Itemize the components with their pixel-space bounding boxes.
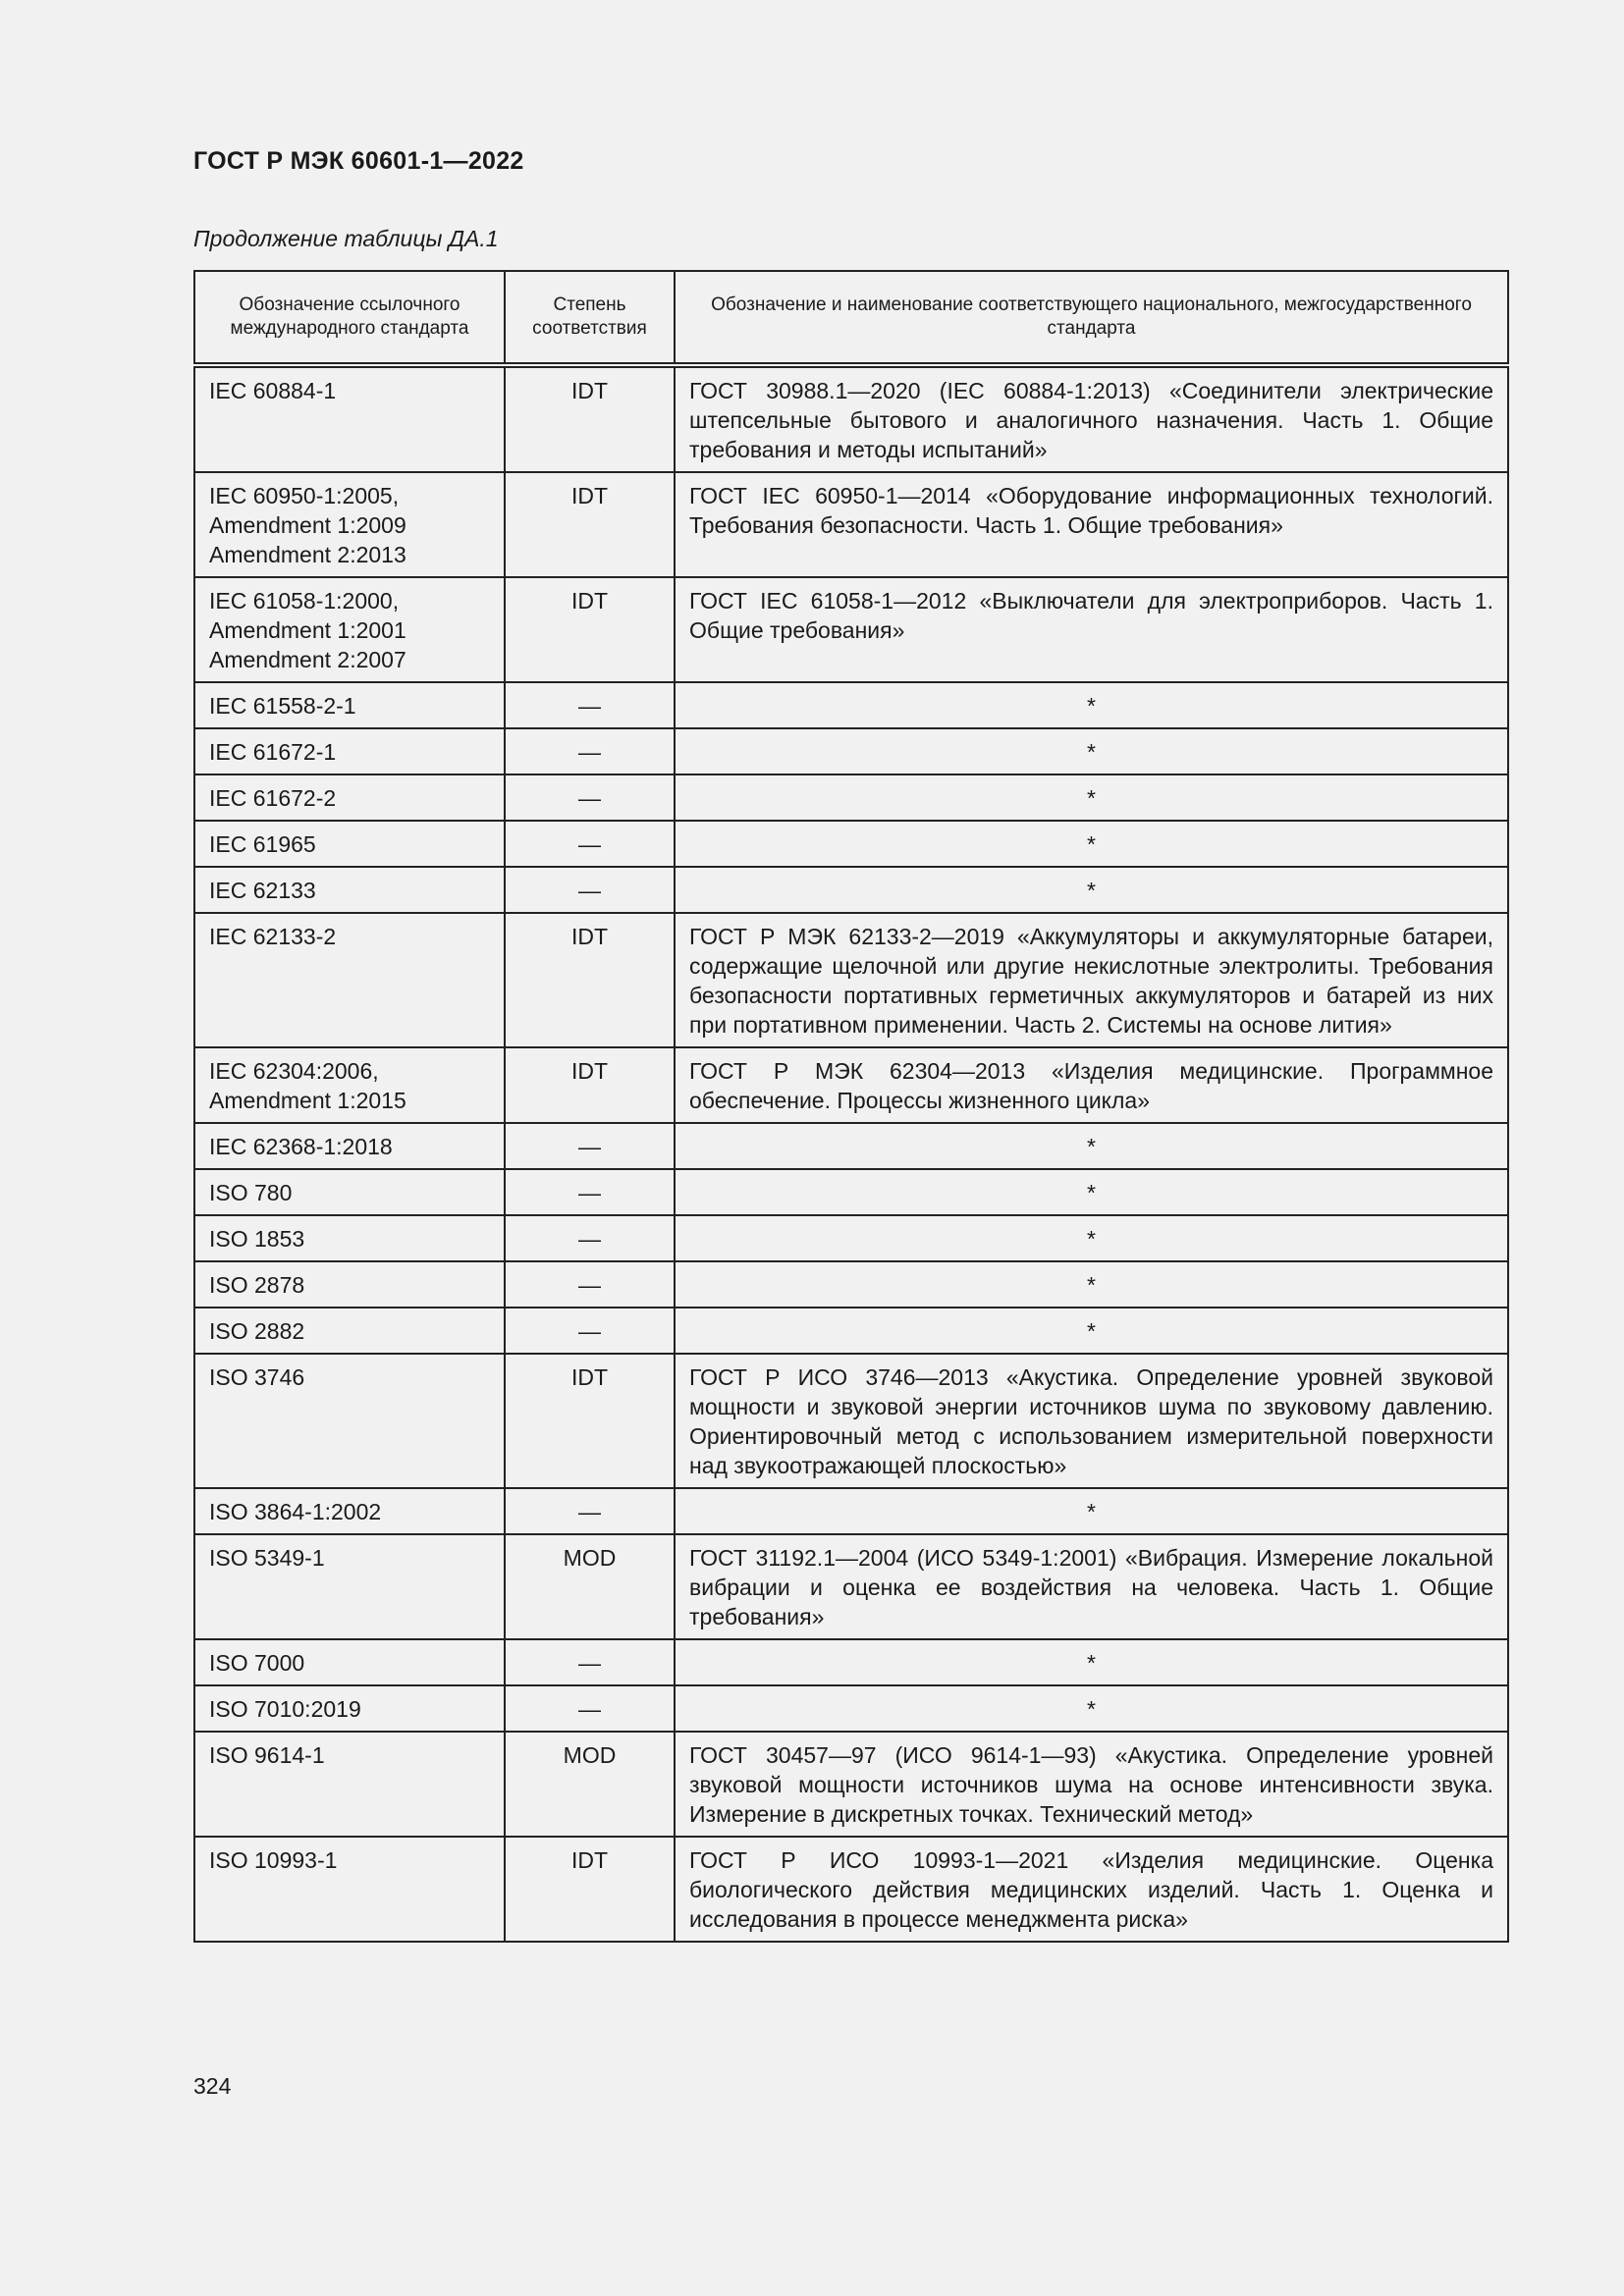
cell-national-standard: * <box>675 1169 1508 1215</box>
cell-degree: IDT <box>505 913 675 1047</box>
table-header-row <box>194 271 1508 365</box>
table-row <box>194 1354 1508 1488</box>
column-header-designation: Обозначение ссылочного международного стандарта <box>194 271 505 365</box>
cell-degree: — <box>505 682 675 728</box>
table-row <box>194 821 1508 867</box>
cell-designation: IEC 61672-2 <box>194 774 505 821</box>
cell-degree: IDT <box>505 1047 675 1123</box>
cell-national-standard: * <box>675 867 1508 913</box>
table-row <box>194 1261 1508 1308</box>
table-row <box>194 913 1508 1047</box>
cell-designation: ISO 3746 <box>194 1354 505 1488</box>
cell-degree: MOD <box>505 1732 675 1837</box>
cell-degree: IDT <box>505 1354 675 1488</box>
cell-designation: IEC 60950-1:2005, Amendment 1:2009 Amendment 2:2013 <box>194 472 505 577</box>
cell-national-standard: * <box>675 682 1508 728</box>
standards-table <box>193 270 1509 1943</box>
cell-designation: IEC 60884-1 <box>194 365 505 472</box>
table-row <box>194 774 1508 821</box>
cell-degree: — <box>505 821 675 867</box>
cell-designation: ISO 3864-1:2002 <box>194 1488 505 1534</box>
cell-designation: ISO 780 <box>194 1169 505 1215</box>
table-row <box>194 1732 1508 1837</box>
table-caption: Продолжение таблицы ДА.1 <box>193 226 499 251</box>
cell-designation: IEC 61672-1 <box>194 728 505 774</box>
table-body <box>194 365 1508 1942</box>
cell-national-standard: * <box>675 728 1508 774</box>
cell-designation: ISO 9614-1 <box>194 1732 505 1837</box>
table-row <box>194 1308 1508 1354</box>
cell-designation: IEC 61965 <box>194 821 505 867</box>
table-row <box>194 1685 1508 1732</box>
table-row <box>194 365 1508 472</box>
cell-designation: ISO 2882 <box>194 1308 505 1354</box>
document-title: ГОСТ Р МЭК 60601-1—2022 <box>193 147 524 175</box>
table-row <box>194 1837 1508 1942</box>
cell-national-standard: ГОСТ Р ИСО 10993-1—2021 «Изделия медицинские. Оценка биологического действия медицинских изделий. Часть 1. Оценка и исследования в процессе менеджмента риска» <box>675 1837 1508 1942</box>
cell-designation: IEC 61558-2-1 <box>194 682 505 728</box>
cell-degree: — <box>505 1488 675 1534</box>
cell-designation: ISO 5349-1 <box>194 1534 505 1639</box>
cell-degree: — <box>505 1308 675 1354</box>
table-row <box>194 472 1508 577</box>
cell-national-standard: * <box>675 1639 1508 1685</box>
cell-national-standard: ГОСТ 31192.1—2004 (ИСО 5349-1:2001) «Вибрация. Измерение локальной вибрации и оценка ее воздействия на человека. Часть 1. Общие требования» <box>675 1534 1508 1639</box>
cell-designation: ISO 10993-1 <box>194 1837 505 1942</box>
table-row <box>194 1047 1508 1123</box>
page-number: 324 <box>193 2073 232 2099</box>
table-row <box>194 682 1508 728</box>
table-row <box>194 577 1508 682</box>
table-row <box>194 867 1508 913</box>
cell-designation: ISO 2878 <box>194 1261 505 1308</box>
cell-national-standard: * <box>675 774 1508 821</box>
cell-designation: ISO 7010:2019 <box>194 1685 505 1732</box>
cell-degree: — <box>505 867 675 913</box>
column-header-degree: Степень соответствия <box>505 271 675 365</box>
cell-national-standard: * <box>675 821 1508 867</box>
cell-national-standard: ГОСТ IEC 61058-1—2012 «Выключатели для электроприборов. Часть 1. Общие требования» <box>675 577 1508 682</box>
table-row <box>194 1169 1508 1215</box>
table-row <box>194 728 1508 774</box>
table-row <box>194 1639 1508 1685</box>
cell-national-standard: * <box>675 1685 1508 1732</box>
cell-degree: IDT <box>505 1837 675 1942</box>
table-row <box>194 1488 1508 1534</box>
cell-national-standard: * <box>675 1123 1508 1169</box>
cell-designation: IEC 61058-1:2000, Amendment 1:2001 Amendment 2:2007 <box>194 577 505 682</box>
cell-designation: IEC 62304:2006, Amendment 1:2015 <box>194 1047 505 1123</box>
table-row <box>194 1123 1508 1169</box>
cell-national-standard: ГОСТ 30988.1—2020 (IEC 60884-1:2013) «Соединители электрические штепсельные бытового и аналогичного назначения. Часть 1. Общие требования и методы испытаний» <box>675 365 1508 472</box>
cell-designation: ISO 7000 <box>194 1639 505 1685</box>
cell-degree: — <box>505 1261 675 1308</box>
cell-designation: IEC 62368-1:2018 <box>194 1123 505 1169</box>
cell-degree: — <box>505 1123 675 1169</box>
cell-national-standard: ГОСТ IEC 60950-1—2014 «Оборудование информационных технологий. Требования безопасности. Часть 1. Общие требования» <box>675 472 1508 577</box>
cell-national-standard: ГОСТ Р МЭК 62304—2013 «Изделия медицинские. Программное обеспечение. Процессы жизненного цикла» <box>675 1047 1508 1123</box>
cell-degree: MOD <box>505 1534 675 1639</box>
cell-national-standard: * <box>675 1308 1508 1354</box>
cell-designation: IEC 62133 <box>194 867 505 913</box>
cell-national-standard: * <box>675 1261 1508 1308</box>
cell-degree: — <box>505 1215 675 1261</box>
cell-national-standard: ГОСТ Р МЭК 62133-2—2019 «Аккумуляторы и аккумуляторные батареи, содержащие щелочной или другие некислотные электролиты. Требования безопасности портативных герметичных аккумуляторов и батарей из них при портативном применении. Часть 2. Системы на основе лития» <box>675 913 1508 1047</box>
cell-national-standard: ГОСТ 30457—97 (ИСО 9614-1—93) «Акустика. Определение уровней звуковой мощности источников шума на основе интенсивности звука. Измерение в дискретных точках. Технический метод» <box>675 1732 1508 1837</box>
cell-national-standard: * <box>675 1215 1508 1261</box>
cell-degree: — <box>505 728 675 774</box>
cell-degree: IDT <box>505 472 675 577</box>
cell-designation: ISO 1853 <box>194 1215 505 1261</box>
cell-national-standard: * <box>675 1488 1508 1534</box>
table-row <box>194 1215 1508 1261</box>
cell-national-standard: ГОСТ Р ИСО 3746—2013 «Акустика. Определение уровней звуковой мощности и звуковой энергии источников шума по звуковому давлению. Ориентировочный метод с использованием измерительной поверхности над звукоотражающей плоскостью» <box>675 1354 1508 1488</box>
table-row <box>194 1534 1508 1639</box>
cell-designation: IEC 62133-2 <box>194 913 505 1047</box>
cell-degree: — <box>505 1685 675 1732</box>
cell-degree: IDT <box>505 577 675 682</box>
cell-degree: — <box>505 1169 675 1215</box>
cell-degree: — <box>505 774 675 821</box>
column-header-national: Обозначение и наименование соответствующего национального, межгосударственного стандарта <box>675 271 1508 365</box>
cell-degree: IDT <box>505 365 675 472</box>
cell-degree: — <box>505 1639 675 1685</box>
